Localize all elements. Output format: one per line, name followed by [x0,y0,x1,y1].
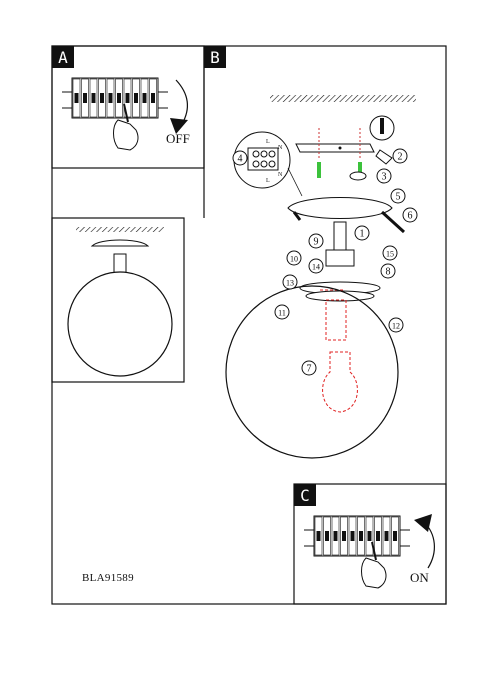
breaker-toggle [393,531,397,541]
panel-c [294,484,446,604]
callout-number: 3 [381,171,387,183]
bulb-red [323,352,358,412]
panel-b [204,46,417,458]
panel-b-letter: B [210,48,220,67]
breaker-toggle [143,93,147,103]
breaker-toggle [359,531,363,541]
screwdriver-icon [380,118,384,134]
breaker-toggle [342,531,346,541]
wire-label-l-top: L [266,139,270,145]
breaker-toggle [376,531,380,541]
canopy [288,198,392,219]
callout-number: 8 [385,266,391,278]
callout-number: 15 [386,249,394,259]
callout-number: 7 [306,363,312,375]
ceiling-hatch [270,95,416,102]
breaker-toggle [134,93,138,103]
breaker-toggle [368,531,372,541]
callout-number: 2 [397,151,403,163]
breaker-toggle [317,531,321,541]
panel-a-letter: A [58,48,68,67]
breaker-toggle [334,531,338,541]
wire-label-n-bottom: N [278,172,283,178]
breaker-toggle [117,93,121,103]
off-label: OFF [166,131,190,146]
callout-number: 11 [278,308,286,318]
callout-number: 13 [286,278,294,288]
wall-plug [350,172,366,180]
breaker-toggle [325,531,329,541]
ceiling-hatch-preview [76,227,164,232]
allen-key-icon [382,212,404,232]
hand-icon-c [362,558,387,588]
callout-number: 10 [290,254,298,264]
breaker-toggle [75,93,79,103]
breaker-toggle [109,93,113,103]
breaker-toggle [385,531,389,541]
panel-c-letter: C [300,486,310,505]
breaker-toggle [92,93,96,103]
callout-number: 6 [407,210,413,222]
callout-number: 9 [313,236,319,248]
lampholder-red [326,300,346,340]
model-code: BLA91589 [82,572,134,584]
preview-panel [52,218,184,382]
breaker-strip-a [62,78,168,118]
mounting-bracket [296,144,374,152]
breaker-strip-c [304,516,410,556]
breaker-toggle [126,93,130,103]
callout-number: 12 [392,321,400,331]
callout-number: 1 [359,228,365,240]
callout-number: 5 [395,191,401,203]
breaker-toggle [151,93,155,103]
hand-icon-a [114,120,139,150]
screw-green-left [317,162,321,178]
breaker-toggle [351,531,355,541]
breaker-toggle [83,93,87,103]
breaker-toggle [100,93,104,103]
wire-label-n-top: N [278,145,283,151]
panel-a [52,46,204,168]
globe-preview [68,272,172,376]
stem [334,222,346,250]
callout-number: 14 [312,262,320,272]
canopy-preview [92,240,148,246]
callout-number: 4 [237,153,243,165]
fitter-ring [326,250,354,266]
on-label: ON [410,570,429,585]
wire-label-l-bottom: L [266,178,270,184]
rotation-arrow-a [176,80,187,124]
bracket-piece-icon [376,150,392,164]
